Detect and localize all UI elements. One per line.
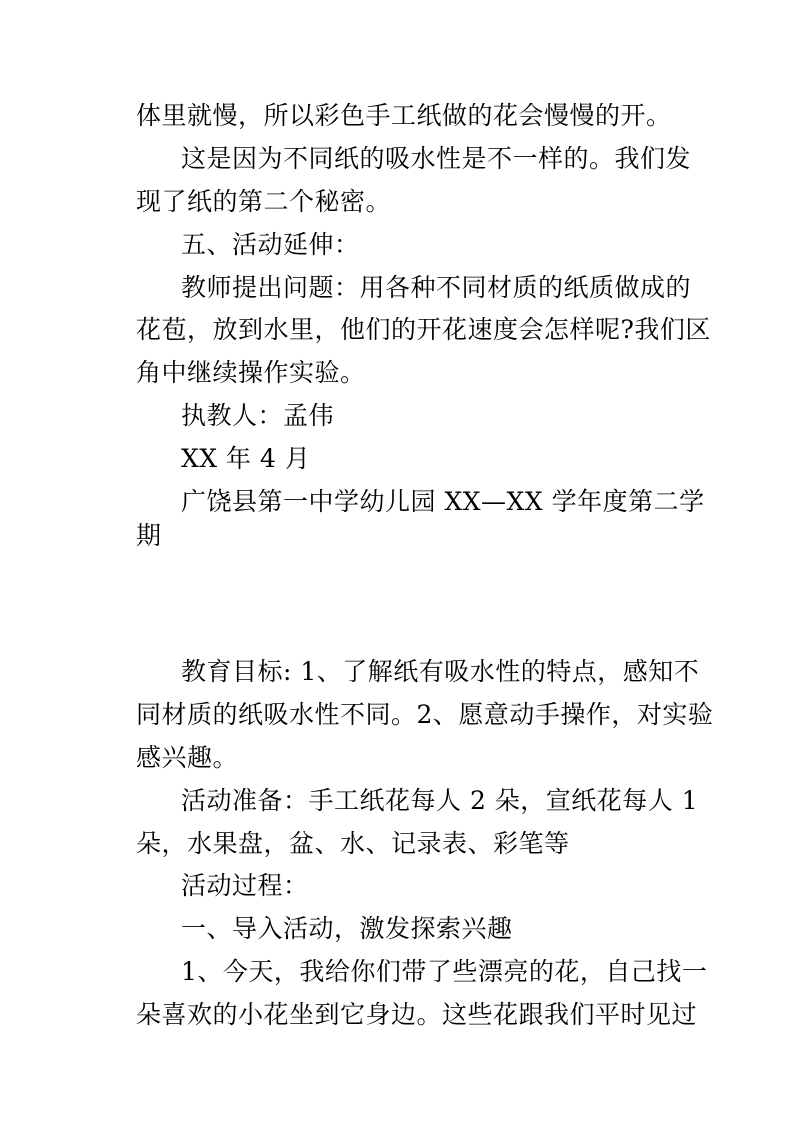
paragraph-line: 这是因为不同纸的吸水性是不一样的。我们发 — [181, 144, 692, 173]
paragraph-line: 1、今天，我给你们带了些漂亮的花，自己找一 — [181, 957, 708, 986]
school-line: 广饶县第一中学幼儿园 XX—XX 学年度第二学 — [181, 487, 705, 516]
paragraph-line: 同材质的纸吸水性不同。2、愿意动手操作，对实验 — [136, 700, 714, 729]
paragraph-line: 现了纸的第二个秘密。 — [136, 187, 392, 216]
paragraph-line: 花苞，放到水里，他们的开花速度会怎样呢?我们区 — [136, 315, 711, 344]
paragraph-line: 活动准备：手工纸花每人 2 朵，宣纸花每人 1 — [181, 786, 699, 815]
paragraph-line: 朵，水果盘，盆、水、记录表、彩笔等 — [136, 829, 570, 858]
paragraph-line: 感兴趣。 — [136, 743, 239, 772]
section-heading: 一、导入活动，激发探索兴趣 — [181, 914, 513, 943]
section-heading: 活动过程： — [181, 871, 309, 900]
paragraph-line: 朵喜欢的小花坐到它身边。这些花跟我们平时见过 — [136, 1000, 698, 1029]
paragraph-line: 角中继续操作实验。 — [136, 358, 366, 387]
paragraph-line: 教师提出问题：用各种不同材质的纸质做成的 — [181, 273, 692, 302]
section-heading: 五、活动延伸： — [181, 230, 360, 259]
date-line: XX 年 4 月 — [181, 444, 311, 473]
paragraph-line: 体里就慢，所以彩色手工纸做的花会慢慢的开。 — [136, 101, 672, 130]
teacher-line: 执教人：孟伟 — [181, 401, 335, 430]
school-line-cont: 期 — [136, 521, 162, 550]
paragraph-line: 教育目标: 1、了解纸有吸水性的特点，感知不 — [181, 657, 700, 686]
